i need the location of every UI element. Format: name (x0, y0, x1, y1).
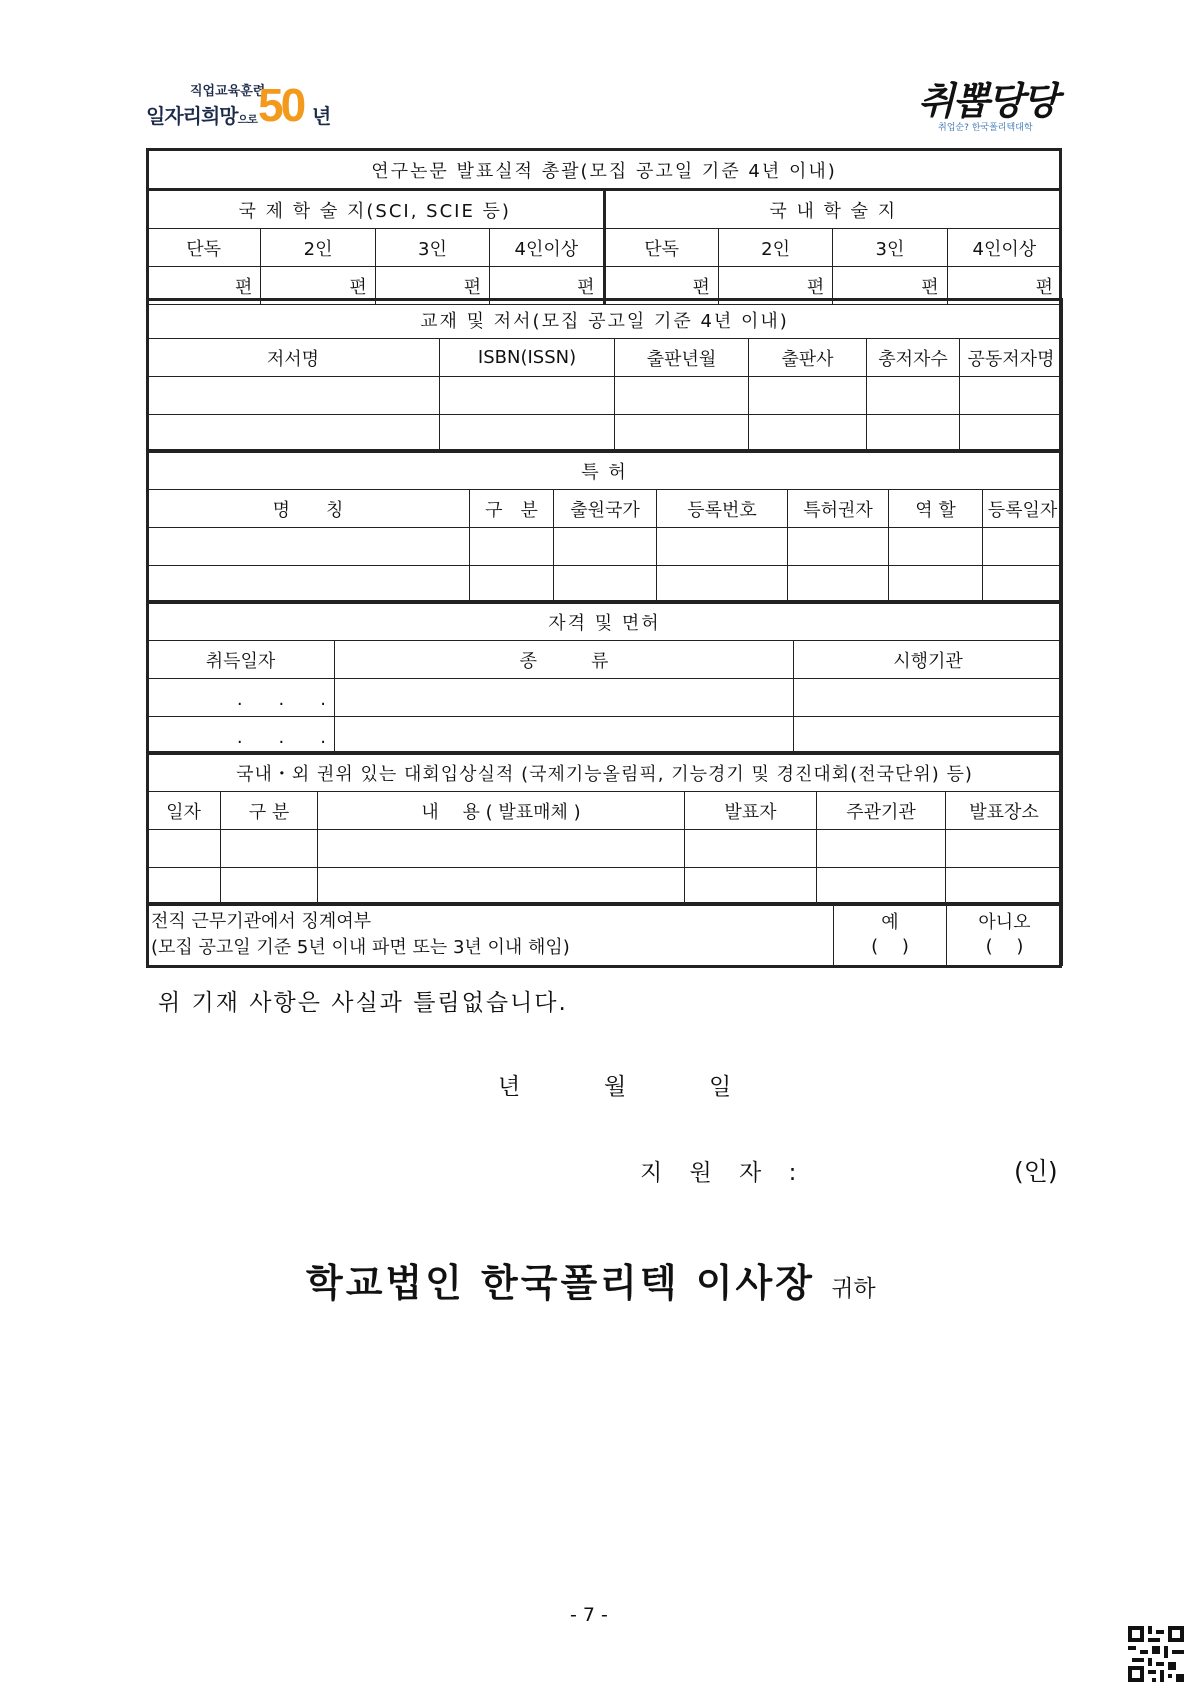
intl-journal-header: 국 제 학 술 지(SCI, SCIE 등) (147, 190, 605, 229)
count-field[interactable]: 편 (947, 267, 1061, 305)
col-solo: 단독 (147, 229, 261, 267)
count-field[interactable]: 편 (261, 267, 375, 305)
col-publisher: 출판사 (749, 339, 867, 377)
licenses-title: 자격 및 면허 (147, 602, 1063, 641)
page-number: - 7 - (570, 1604, 608, 1626)
discipline-question: 전직 근무기관에서 징계여부 (모집 공고일 기준 5년 이내 파면 또는 3년 이내 해임) (147, 904, 834, 966)
books-col-row (147, 339, 1063, 377)
col-4plus: 4인이상 (490, 229, 604, 267)
col-2: 2인 (718, 229, 832, 267)
col-role: 역 할 (889, 490, 983, 528)
col-content: 내 용 ( 발표매체 ) (318, 792, 685, 830)
col-solo: 단독 (604, 229, 718, 267)
col-3: 3인 (833, 229, 947, 267)
col-country: 출원국가 (554, 490, 657, 528)
awards-col-row (147, 792, 1063, 830)
logo-polytech (918, 70, 1068, 140)
table-row (147, 415, 1063, 453)
addressee: 학교법인 한국폴리텍 이사장 귀하 (306, 1260, 876, 1305)
table-row (147, 868, 1063, 906)
table-row (147, 830, 1063, 868)
discipline-no-option[interactable]: 아니오 ( ) (947, 904, 1063, 966)
awards-table (146, 751, 1063, 906)
papers-title: 연구논문 발표실적 총괄(모집 공고일 기준 4년 이내) (147, 150, 1062, 190)
logo-line2: 일자리희망으로 (146, 104, 257, 128)
applicant-label: 지 원 자 : (640, 1160, 807, 1186)
licenses-col-row (147, 641, 1063, 679)
logo-50: 50 (258, 79, 304, 131)
col-holder: 특허권자 (788, 490, 889, 528)
col-acq-date: 취득일자 (147, 641, 335, 679)
date-month-label: 월 (604, 1074, 627, 1100)
col-coauthors: 공동저자명 (960, 339, 1063, 377)
books-title: 교재 및 저서(모집 공고일 기준 4년 이내) (147, 300, 1063, 339)
seal-mark: (인) (1014, 1157, 1058, 1186)
count-field[interactable]: 편 (833, 267, 947, 305)
table-row (147, 679, 1063, 717)
col-isbn: ISBN(ISSN) (440, 339, 615, 377)
col-name: 명 칭 (147, 490, 470, 528)
patents-col-row (147, 490, 1063, 528)
books-table (146, 298, 1063, 453)
col-presenter: 발표자 (685, 792, 817, 830)
papers-col-row (147, 229, 1062, 267)
col-kind: 종 류 (335, 641, 794, 679)
licenses-table (146, 600, 1063, 755)
col-2: 2인 (261, 229, 375, 267)
table-row (147, 717, 1063, 755)
col-category: 구 분 (221, 792, 318, 830)
col-issuer: 시행기관 (794, 641, 1063, 679)
col-4plus: 4인이상 (947, 229, 1061, 267)
col-reg-date: 등록일자 (983, 490, 1063, 528)
logo-slogan: 취뽑당당 (918, 78, 1057, 123)
table-row (147, 566, 1063, 604)
col-reg-no: 등록번호 (657, 490, 788, 528)
col-author-count: 총저자수 (867, 339, 960, 377)
date-day-label: 일 (709, 1074, 732, 1100)
logo-suffix: 년 (312, 104, 332, 128)
patents-table (146, 449, 1063, 604)
awards-title: 국내・외 권위 있는 대회입상실적 (국제기능올림픽, 기능경기 및 경진대회(전국단위) 등) (147, 753, 1063, 792)
logo-50-years (146, 78, 336, 138)
logo-line1: 직업교육훈련 (190, 84, 266, 99)
logo-subtext: 취업순? 한국폴리텍대학 (938, 123, 1033, 133)
col-organizer: 주관기관 (817, 792, 946, 830)
col-date: 일자 (147, 792, 221, 830)
discipline-table (146, 902, 1063, 966)
count-field[interactable]: 편 (718, 267, 832, 305)
confirmation-statement: 위 기재 사항은 사실과 틀림없습니다. (158, 990, 568, 1016)
qr-code-icon (1128, 1626, 1184, 1682)
patents-title: 특 허 (147, 451, 1063, 490)
count-field[interactable]: 편 (147, 267, 261, 305)
date-field[interactable]: . . . (147, 679, 335, 717)
col-venue: 발표장소 (946, 792, 1063, 830)
col-type: 구 분 (470, 490, 554, 528)
date-field[interactable]: . . . (147, 717, 335, 755)
table-row (147, 528, 1063, 566)
count-field[interactable]: 편 (490, 267, 604, 305)
achievement-form (146, 148, 1062, 305)
date-year-label: 년 (498, 1074, 521, 1100)
col-3: 3인 (375, 229, 489, 267)
count-field[interactable]: 편 (604, 267, 718, 305)
col-pub-date: 출판년월 (615, 339, 749, 377)
domestic-journal-header: 국 내 학 술 지 (604, 190, 1062, 229)
discipline-yes-option[interactable]: 예 ( ) (834, 904, 947, 966)
count-field[interactable]: 편 (375, 267, 489, 305)
col-book-title: 저서명 (147, 339, 440, 377)
table-row (147, 377, 1063, 415)
